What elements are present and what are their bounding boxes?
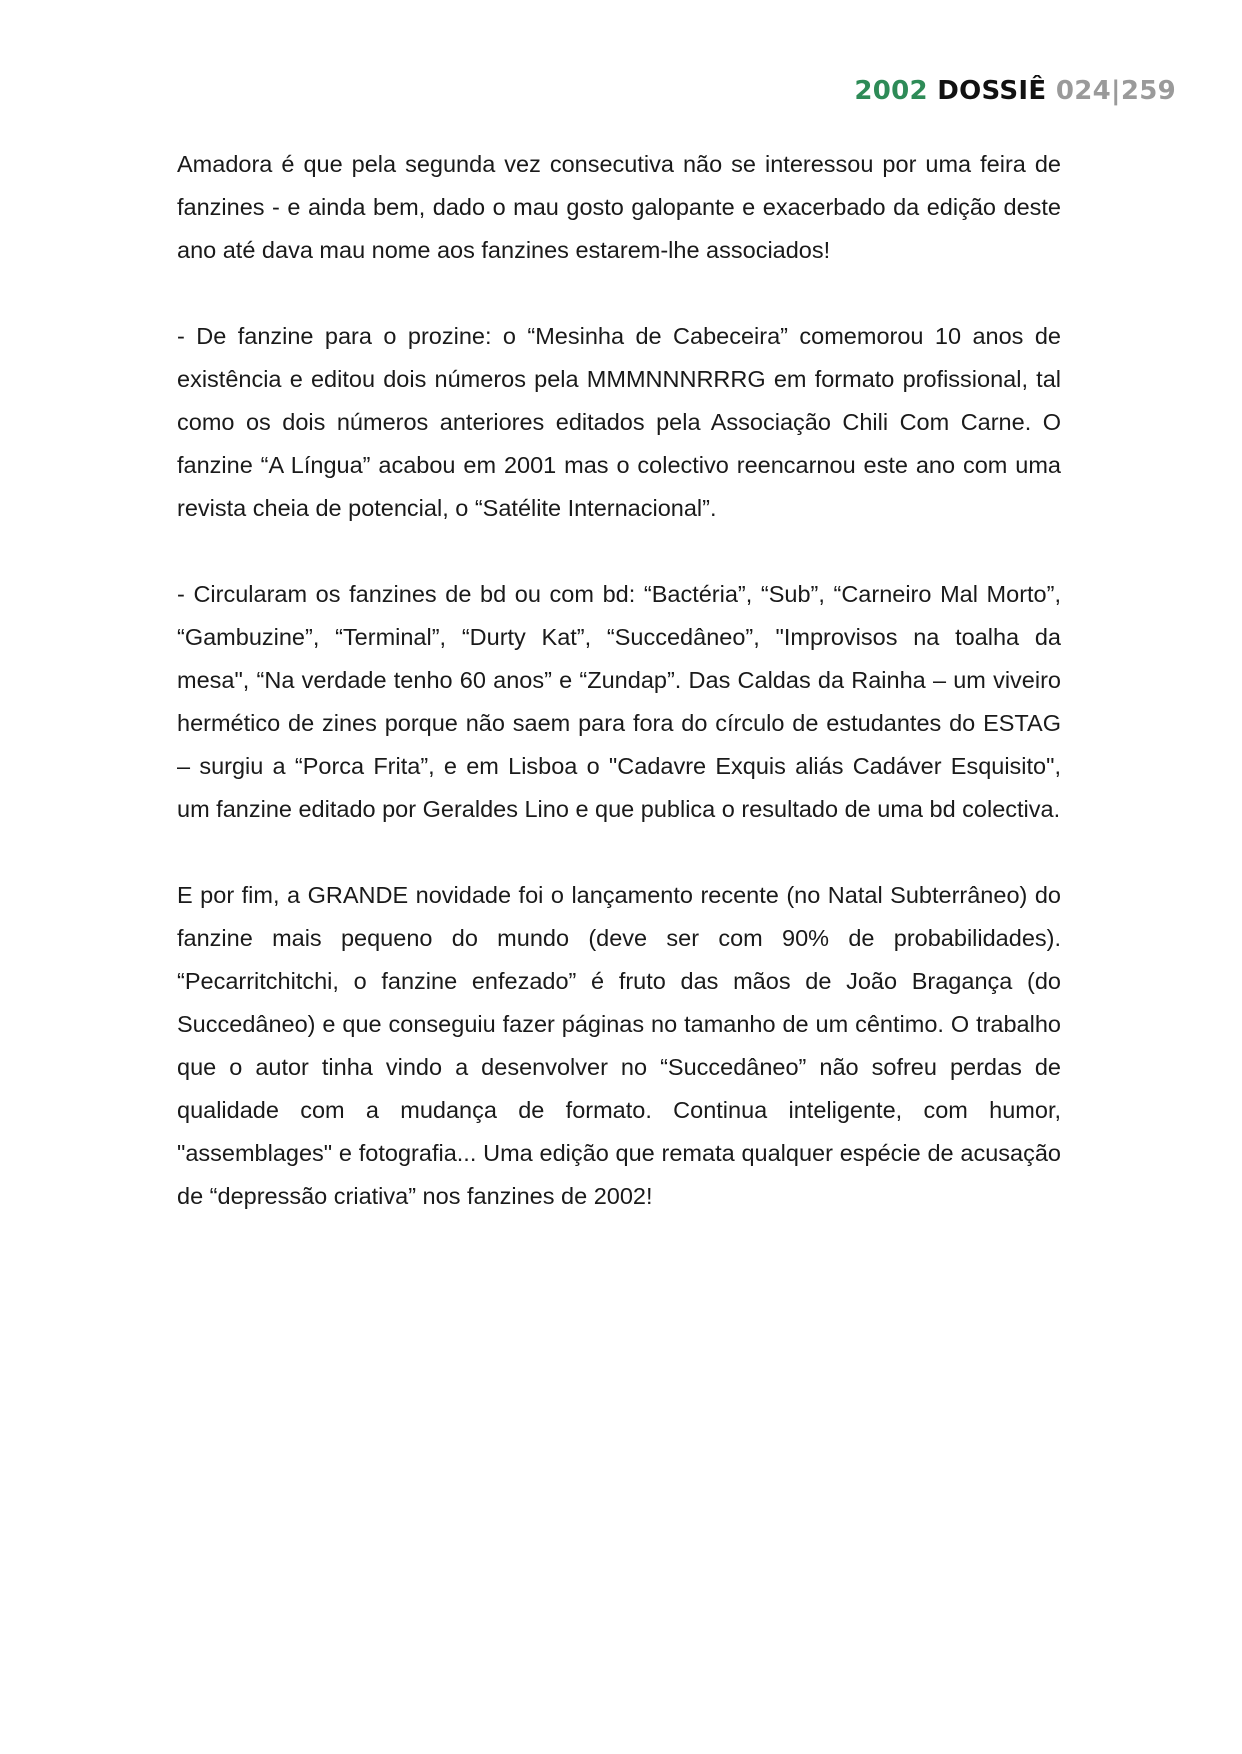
paragraph-amadora: Amadora é que pela segunda vez consecutiva não se interessou por uma feira de fanzines - e ainda bem, dado o mau gosto galopante e exacerbado da edição deste ano até dava mau nome aos fanzines estarem-lhe associados! [177, 151, 1061, 263]
page-header [854, 76, 1176, 106]
header-title: DOSSIÊ [937, 76, 1047, 106]
header-page-total: 259 [1120, 76, 1176, 106]
header-page-separator: | [1111, 76, 1121, 106]
paragraph-circularam: - Circularam os fanzines de bd ou com bd: “Bactéria”, “Sub”, “Carneiro Mal Morto”, “Gambuzine”, “Terminal”, “Durty Kat”, “Succedâneo”, "Improvisos na toalha da mesa", “Na verdade tenho 60 anos” e “Zundap”. Das Caldas da Rainha – um viveiro hermético de zines porque não saem para fora do círculo de estudantes do ESTAG – surgiu a “Porca Frita”, e em Lisboa o "Cadavre Exquis aliás Cadáver Esquisito", um fanzine editado por Geraldes Lino e que publica o resultado de uma bd colectiva. [177, 581, 1061, 822]
paragraph-novidade: E por fim, a GRANDE novidade foi o lançamento recente (no Natal Subterrâneo) do fanzine mais pequeno do mundo (deve ser com 90% de probabilidades). “Pecarritchitchi, o fanzine enfezado” é fruto das mãos de João Bragança (do Succedâneo) e que conseguiu fazer páginas no tamanho de um cêntimo. O trabalho que o autor tinha vindo a desenvolver no “Succedâneo” não sofreu perdas de qualidade com a mudança de formato. Continua inteligente, com humor, "assemblages" e fotografia... Uma edição que remata qualquer espécie de acusação de “depressão criativa” nos fanzines de 2002! [177, 882, 1061, 1209]
header-year: 2002 [854, 76, 928, 106]
header-page-current: 024 [1055, 76, 1112, 106]
paragraph-prozine: - De fanzine para o prozine: o “Mesinha de Cabeceira” comemorou 10 anos de existência e editou dois números pela MMMNNNRRRG em formato profissional, tal como os dois números anteriores editados pela Associação Chili Com Carne. O fanzine “A Língua” acabou em 2001 mas o colectivo reencarnou este ano com uma revista cheia de potencial, o “Satélite Internacional”. [177, 323, 1061, 521]
article-body [177, 143, 1061, 1261]
